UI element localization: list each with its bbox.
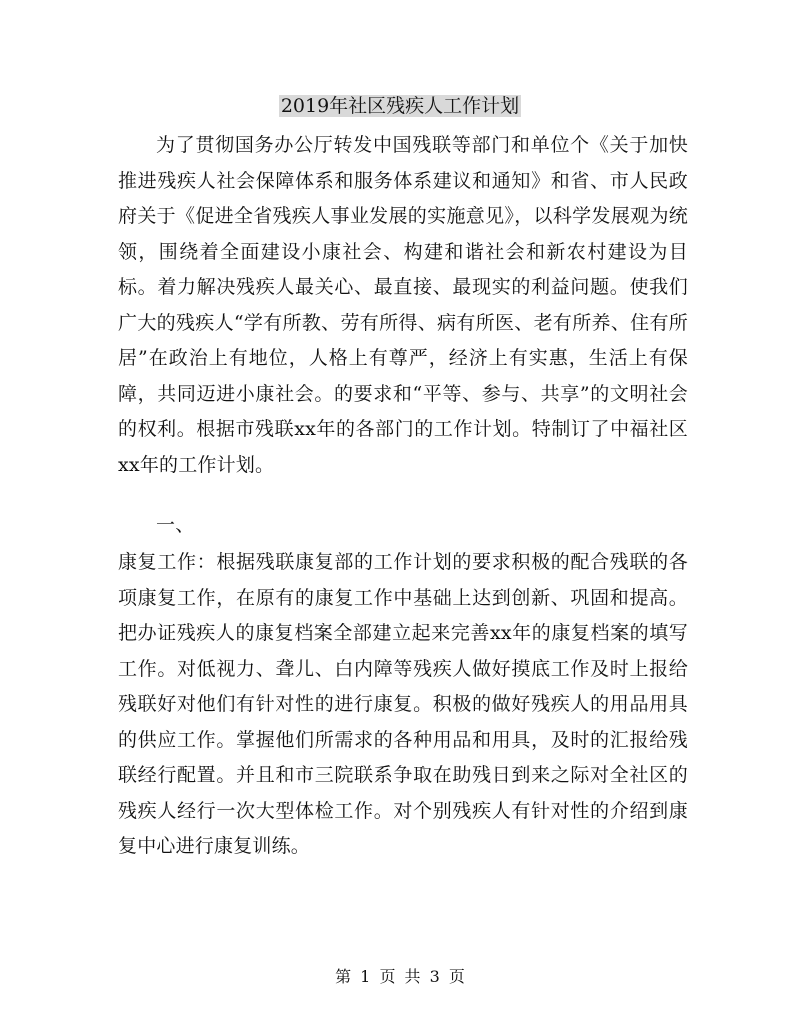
document-title — [0, 92, 800, 120]
section-number: 一、 — [156, 514, 195, 536]
paragraph-rehabilitation: 康复工作：根据残联康复部的工作计划的要求积极的配合残联的各项康复工作，在原有的康复工作中基础上达到创新、巩固和提高。把办证残疾人的康复档案全部建立起来完善xx年的康复档案的填写工作。对低视力、聋儿、白内障等残疾人做好摸底工作及时上报给残联好对他们有针对性的进行康复。积极的做好残疾人的用品用具的供应工作。掌握他们所需求的各种用品和用具，及时的汇报给残联经行配置。并且和市三院联系争取在助残日到来之际对全社区的残疾人经行一次大型体检工作。对个别残疾人有针对性的介绍到康复中心进行康复训练。 — [118, 551, 688, 857]
paragraph-intro: 为了贯彻国务办公厅转发中国残联等部门和单位个《关于加快推进残疾人社会保障体系和服务体系建议和通知》和省、市人民政府关于《促进全省残疾人事业发展的实施意见》，以科学发展观为统领，围绕着全面建设小康社会、构建和谐社会和新农村建设为目标。着力解决残疾人最关心、最直接、最现实的利益问题。使我们广大的残疾人“学有所教、劳有所得、病有所医、老有所养、住有所居”在政治上有地位，人格上有尊严，经济上有实惠，生活上有保障，共同迈进小康社会。的要求和“平等、参与、共享”的文明社会的权利。根据市残联xx年的各部门的工作计划。特制订了中福社区xx年的工作计划。 — [118, 134, 688, 476]
page-footer: 第 1 页 共 3 页 — [335, 967, 465, 986]
document-title-text: 2019年社区残疾人工作计划 — [280, 95, 520, 117]
